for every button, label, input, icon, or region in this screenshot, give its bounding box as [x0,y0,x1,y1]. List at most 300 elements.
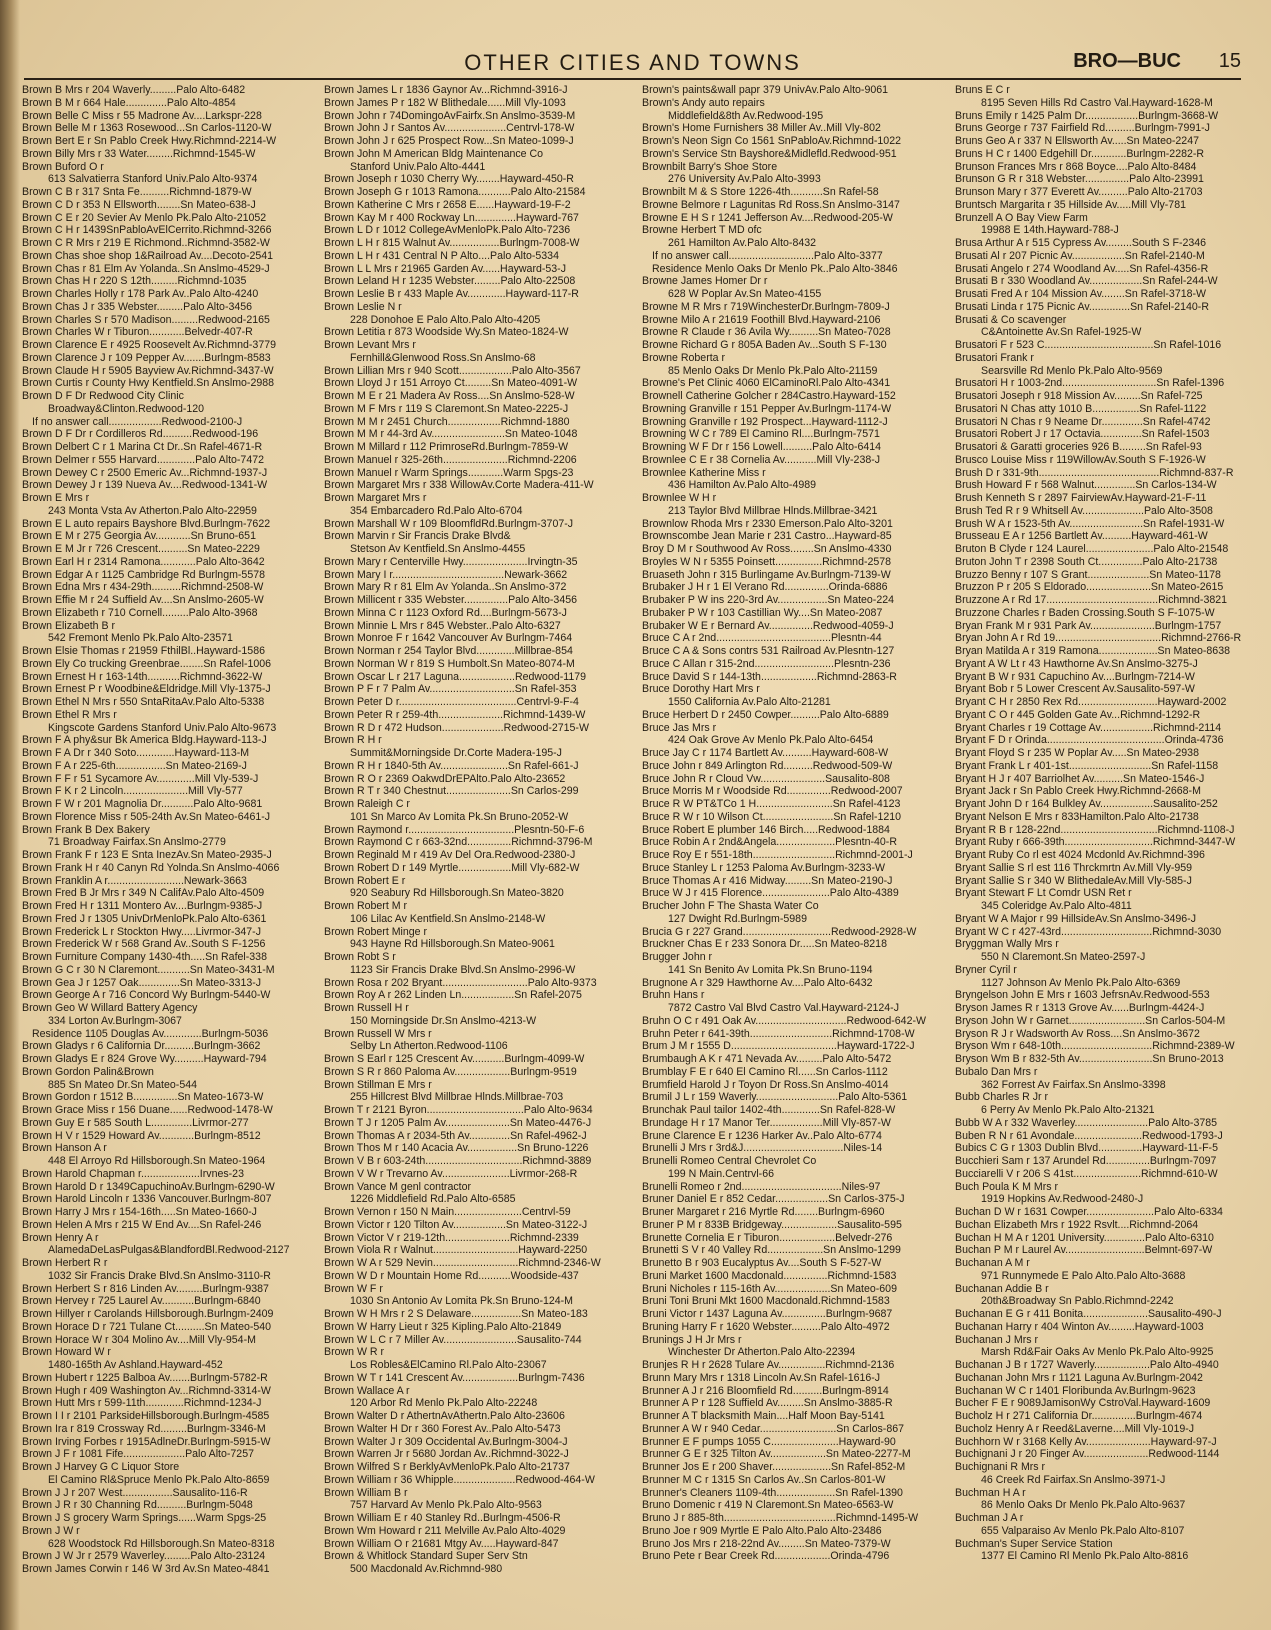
listing-line: Brown Hugh r 409 Washington Av...Richmnd-3314-W [22,1384,271,1397]
listing-line: Brown's Service Stn Bayshore&Midlefld.Redwood-951 [642,147,897,160]
listing-line: 885 Sn Mateo Dr.Sn Mateo-544 [48,1078,197,1091]
listing-line: Brusati Fred A r 104 Mission Av........Sn Rafel-3718-W [955,288,1207,300]
listing-line: 243 Monta Vsta Av Atherton.Palo Alto-22959 [48,504,257,517]
listing-line: 424 Oak Grove Av Menlo Pk.Palo Alto-6454 [668,734,874,747]
listing-line: Brown Chas shoe shop 1&Railroad Av....Decoto-2541 [22,249,274,262]
listing-line: Brunjes R H r 2628 Tulare Av................Richmnd-2136 [642,1359,895,1371]
listing-line: Brown Roy A r 262 Linden Ln..................Sn Rafel-2075 [324,989,582,1002]
listing-line: Bucholz Henry A r Reed&Laverne....Mill Vly-1019-J [955,1422,1195,1435]
listing-line: El Camino Rl&Spruce Menlo Pk.Palo Alto-8659 [48,1473,270,1486]
listing-line: Bubics C G r 1303 Dublin Blvd...............Hayward-11-F-5 [955,1142,1218,1155]
listing-line: Brown Reginald M r 419 Av Del Ora.Redwood-2380-J [324,849,576,861]
listing-line: Brown W Harry Lieut r 325 Kipling.Palo Alto-21849 [324,1320,562,1333]
listing-line: 120 Arbor Rd Menlo Pk.Palo Alto-22248 [350,1397,538,1410]
listing-line: Bruni Victor r 1437 Laguna Av...............Burlngm-9687 [642,1308,893,1320]
listing-line: Brown Charles S r 570 Madison.........Redwood-2165 [22,313,270,326]
listing-line: Brown John M American Bldg Maintenance Co [324,147,544,160]
listing-line: Brunelli Romeo r 2nd..................................Niles-97 [642,1180,881,1193]
listing-line: Brubaker W E r Bernard Av...............Redwood-4059-J [642,619,894,632]
listing-line: Brown James Corwin r 146 W 3rd Av.Sn Mateo-4841 [22,1563,270,1575]
listing-line: Browne Belmore r Lagunitas Rd Ross.Sn Anslmo-3147 [642,198,900,211]
listing-line: Bruce R W PT&TCo 1 H..........................Sn Rafel-4123 [642,798,901,810]
listing-line: Brown Henry A r [22,1231,99,1244]
column-1 [22,84,317,1576]
listing-line: Bryan Frank M r 931 Park Av......................Burlngm-1757 [955,619,1222,632]
listing-line: Bryant C H r 2850 Rex Rd...........................Hayward-2002 [955,696,1227,708]
listing-line: Brown Charles W r Tiburon............Belvedr-407-R [22,326,253,339]
listing-line: Browne M R Mrs r 719WinchesterDr.Burlngm-7809-J [642,300,890,313]
listing-line: Brown Mary r Centerville Hwy......................Irvingtn-35 [324,555,578,568]
listing-line: Bryant H J r 407 Barriolhet Av..........Sn Mateo-1546-J [955,772,1205,785]
listing-line: Brumil J L r 159 Waverly............................Palo Alto-5361 [642,1091,908,1104]
listing-line: Buchan D W r 1631 Cowper.......................Palo Alto-6334 [955,1206,1223,1218]
listing-line: Brown Gladys r 6 California Dr..........Burlngm-3662 [22,1040,261,1053]
listing-line: Bruce Thomas A r 416 Midway.........Sn Mateo-2190-J [642,874,893,887]
listing-line: Bryant Stewart F Lt Comdr USN Ret r [955,887,1132,900]
listing-line: Brown T J r 1205 Palm Av......................Sn Mateo-4476-J [324,1116,592,1129]
listing-line: 101 Sn Marco Av Lomita Pk.Sn Bruno-2052-W [350,810,569,823]
listing-line: Brunetto B r 903 Eucalyptus Av....South S F-527-W [642,1257,882,1269]
listing-line: Bruce Robin A r 2nd&Angela....................Plesntn-40-R [642,836,897,849]
listing-line: Bryant Jack r Sn Pablo Creek Hwy.Richmnd-2668-M [955,785,1201,798]
listing-line: Brown Margaret Mrs r [324,492,427,504]
listing-line: 106 Lilac Av Kentfield.Sn Anslmo-2148-W [350,912,546,925]
listing-line: Brusa Arthur A r 515 Cypress Av.........South S F-2346 [955,237,1207,249]
listing-line: Brown Delmer r 555 Harvard.............Palo Alto-7472 [22,453,264,466]
listing-line: Brown Gordon Palin&Brown [22,1065,154,1078]
listing-line: Brown Manuel r Warm Springs............Warm Spgs-23 [324,466,574,479]
listing-line: Broadway&Clinton.Redwood-120 [48,402,205,415]
listing-line: Bryson Wm B r 832-5th Av.........................Sn Bruno-2013 [955,1053,1224,1065]
listing-line: Brown William B r [324,1486,408,1499]
listing-line: Brunelli Romeo Central Chevrolet Co [642,1155,817,1167]
listing-line: Bruton B Clyde r 124 Laurel.......................Palo Alto-21548 [955,543,1229,555]
listing-line: Browne Herbert T MD ofc [642,224,762,237]
listing-line: Brownlee W H r [642,492,717,504]
listing-line: 354 Embarcadero Rd.Palo Alto-6704 [350,504,523,517]
listing-line: Bryant Sallie S r 340 W BlithedaleAv.Mill Vly-585-J [955,874,1192,887]
listing-line: Brunchak Paul tailor 1402-4th.............Sn Rafel-828-W [642,1104,896,1116]
listing-line: Brown Ely Co trucking Greenbrae........Sn Rafel-1006 [22,657,272,670]
listing-line: Brown F A r 225-6th.................Sn Mateo-2169-J [22,759,247,772]
listing-line: Brown Irving Forbes r 1915AdlneDr.Burlngm-5915-W [22,1435,271,1448]
listing-line: Brown M E r 21 Madera Av Ross....Sn Anslmo-528-W [324,390,575,402]
listing-line: Buchignani J r 20 Finger Av......................Redwood-1144 [955,1448,1220,1461]
name-range: BRO—BUC [1073,50,1181,72]
listing-line: Brown Wallace A r [324,1384,410,1397]
listing-line: Buchanan John Mrs r 1121 Laguna Av.Burlngm-2042 [955,1371,1203,1384]
listing-line: Brown E Mrs r [22,492,90,504]
listing-line: Bruni Market 1600 Macdonald...............Richmnd-1583 [642,1269,897,1282]
listing-line: Brown Raymond r....................................Plesntn-50-F-6 [324,823,585,836]
listing-line: Brown Howard W r [22,1346,111,1359]
listing-line: Bruce W J r 415 Florence.......................Palo Alto-4389 [642,887,899,900]
listing-line: 550 N Claremont.Sn Mateo-2597-J [981,951,1146,963]
listing-line: Brown Hanson A r [22,1142,107,1155]
column-4 [955,84,1250,1563]
listing-line: Brown Kay M r 400 Rockway Ln..............Hayward-767 [324,211,579,224]
listing-line: Bruce Stanley L r 1253 Paloma Av.Burlngm-3233-W [642,861,885,874]
listing-line: Brown J F r 1081 Fife.....................Palo Alto-7257 [22,1448,254,1461]
listing-line: Browning W C r 789 El Camino Rl....Burlngm-7571 [642,428,880,441]
listing-line: Brugnone A r 329 Hawthorne Av....Palo Alto-6432 [642,976,873,989]
listing-line: 436 Hamilton Av.Palo Alto-4989 [668,479,817,492]
listing-line: Brown Stillman E Mrs r [324,1078,432,1091]
listing-line: Brown Letitia r 873 Woodside Wy.Sn Mateo-1824-W [324,326,569,339]
listing-line: Bruce Jay C r 1174 Bartlett Av..........Hayward-608-W [642,747,889,759]
listing-line: Brown Dewey J r 139 Nueva Av....Redwood-1341-W [22,479,268,492]
listing-line: Browning Granville r 151 Pepper Av.Burlngm-1174-W [642,402,892,415]
listing-line: Brunner E F pumps 1055 C.......................Hayward-90 [642,1435,896,1448]
listing-line: Brown W R r [324,1346,385,1359]
listing-line: Buchman's Super Service Station [955,1537,1113,1550]
listing-line: 613 Salvatierra Stanford Univ.Palo Alto-9374 [48,173,258,186]
listing-line: Brusatori F r 523 C.....................................Sn Rafel-1016 [955,339,1222,351]
listing-line: Brown Herbert S r 816 Linden Av.........Burlngm-9387 [22,1282,269,1295]
listing-line: Fernhill&Glenwood Ross.Sn Anslmo-68 [350,351,536,364]
listing-line: Bryant F D r Orinda........................................Orinda-4736 [955,734,1224,747]
listing-line: Selby Ln Atherton.Redwood-1106 [350,1040,508,1053]
listing-line: Bryant Sallie S rl est 116 Thrckmrtn Av.Mill Vly-959 [955,861,1193,874]
listing-line: Brown J R r 30 Channing Rd..........Burlngm-5048 [22,1499,253,1512]
listing-line: Brown M Millard r 112 PrimroseRd.Burlngm-7859-W [324,441,569,453]
listing-line: Brown Thos M r 140 Acacia Av.................Sn Bruno-1226 [324,1142,589,1155]
listing-line: Brown Chas r 81 Elm Av Yolanda..Sn Anslmo-4529-J [22,262,270,275]
listing-line: 1377 El Camino Rl Menlo Pk.Palo Alto-8816 [981,1550,1189,1563]
listing-line: Bruhn Hans r [642,989,705,1002]
listing-line: Bryant Ruby r 666-39th..............................Richmnd-3447-W [955,836,1236,849]
listing-line: Brown Rosa r 202 Bryant.............................Palo Alto-9373 [324,976,597,989]
listing-line: Brown L D r 1012 CollegeAvMenloPk.Palo Alto-7236 [324,224,571,237]
listing-line: Brown I I r 2101 ParksideHillsborough.Burlngm-4585 [22,1410,270,1422]
listing-line: Brown T r 2121 Byron.................................Palo Alto-9634 [324,1104,593,1116]
listing-line: Bruckner Chas E r 233 Sonora Dr.....Sn Mateo-8218 [642,938,887,951]
listing-line: Brown Frank H r 40 Canyn Rd Yolnda.Sn Anslmo-4066 [22,861,280,874]
listing-line: Broy D M r Southwood Av Ross........Sn Anslmo-4330 [642,543,892,555]
listing-line: Winchester Dr Atherton.Palo Alto-22394 [668,1346,856,1359]
listing-line: Brown Wilfred S r BerklyAvMenloPk.Palo Alto-21737 [324,1461,570,1473]
listing-line: Brown Ira r 819 Crossway Rd.........Burlngm-3346-M [22,1422,266,1435]
listing-line: Brown S Earl r 125 Crescent Av...........Burlngm-4099-W [324,1053,585,1065]
listing-line: 71 Broadway Fairfax.Sn Anslmo-2779 [48,836,226,849]
listing-line: Brown Furniture Company 1430-4th.....Sn Rafel-338 [22,951,267,963]
listing-line: Residence Menlo Oaks Dr Menlo Pk..Palo Alto-3846 [652,262,898,275]
listing-line: Brown E M r 275 Georgia Av............Sn Bruno-651 [22,530,256,543]
listing-line: Brown Helen A Mrs r 215 W End Av....Sn Rafel-246 [22,1218,262,1231]
listing-line: Bruning Harry F r 1620 Webster..........Palo Alto-4972 [642,1320,890,1333]
listing-line: 1032 Sir Francis Drake Blvd.Sn Anslmo-3110-R [48,1269,271,1282]
listing-line: Brown's Andy auto repairs [642,96,765,109]
listing-line: Brown Vernon r 150 N Main.......................Centrvl-59 [324,1206,571,1218]
listing-line: C&Antoinette Av.Sn Rafel-1925-W [981,326,1142,339]
listing-line: Brumbaugh A K r 471 Nevada Av.........Palo Alto-5472 [642,1053,892,1065]
listing-line: Brown Leland H r 1235 Webster.........Palo Alto-22508 [324,275,576,288]
listing-line: Bruzzone A r Rd 17......................................Richmnd-3821 [955,594,1228,606]
listing-line: Brown John r 74DomingoAvFairfx.Sn Anslmo-3539-M [324,109,576,122]
listing-line: Brown C D r 353 N Ellsworth........Sn Mateo-638-J [22,198,256,211]
listing-line: Bruce John R r Cloud Vw......................Sausalito-808 [642,772,890,785]
listing-line: Browne Roberta r [642,351,726,364]
listing-line: 542 Fremont Menlo Pk.Palo Alto-23571 [48,632,233,645]
listing-line: Brunner A J r 216 Bloomfield Rd..........Burlngm-8914 [642,1384,889,1397]
listing-line: Bruni Nicholes r 115-16th Av...................Sn Mateo-609 [642,1282,897,1295]
listing-line: Brown E M Jr r 726 Crescent..........Sn Mateo-2229 [22,543,260,555]
listing-line: Bryant W A Major r 99 HillsideAv.Sn Anslmo-3496-J [955,912,1197,925]
listing-line: Brown J S grocery Warm Springs......Warm Spgs-25 [22,1512,267,1524]
listing-line: Brunson G R r 318 Webster...............Palo Alto-23991 [955,173,1204,186]
listing-line: 199 N Main.Centrvl-66 [668,1167,774,1180]
listing-line: Bryner Cyril r [955,963,1017,976]
listing-line: Brush D r 331-9th.........................................Richmnd-837-R [955,466,1234,479]
listing-line: Brown James L r 1836 Gaynor Av...Richmnd-3916-J [324,84,568,96]
listing-line: Brush Kenneth S r 2897 FairviewAv.Hayward-21-F-11 [955,492,1207,504]
listing-line: Brown Margaret Mrs r 338 WillowAv.Corte Madera-411-W [324,479,594,492]
listing-line: 8195 Seven Hills Rd Castro Val.Hayward-1628-M [981,96,1213,109]
listing-line: Brown William r 36 Whipple.....................Redwood-464-W [324,1473,595,1486]
listing-line: Brown Hubert r 1225 Balboa Av.......Burlngm-5782-R [22,1371,268,1384]
listing-line: Brown John J r Santos Av.....................Centrvl-178-W [324,122,575,135]
listing-line: Brown Harold Lincoln r 1336 Vancouver.Burlngm-807 [22,1193,272,1206]
listing-line: Bruzzone Charles r Baden Crossing.South S F-1075-W [955,606,1215,619]
listing-line: Brown W F r [324,1282,383,1295]
listing-line: Brumblay F E r 640 El Camino Rl......Sn Carlos-1112 [642,1065,888,1078]
listing-line: Brown J Harvey G C Liquor Store [22,1461,180,1473]
listing-line: Bruno Domenic r 419 N Claremont.Sn Mateo-6563-W [642,1499,894,1512]
listing-line: Brusati & Co scavenger [955,313,1067,326]
listing-line: Brown J J r 207 West.................Sausalito-116-R [22,1486,248,1499]
listing-line: Brown Leslie N r [324,300,402,313]
listing-line: Brucia G r 227 Grand..............................Redwood-2928-W [642,925,917,938]
listing-line: 19988 E 14th.Hayward-788-J [981,224,1119,237]
listing-line: Brown Oscar L r 217 Laguna...................Redwood-1179 [324,670,587,683]
listing-line: Bruno Joe r 909 Myrtle E Palo Alto.Palo Alto-23486 [642,1524,882,1537]
listing-line: Bryan John A r Rd 19....................................Richmnd-2766-R [955,632,1242,645]
listing-line: Brownbilt Barry's Shoe Store [642,160,778,173]
listing-line: Brown F A phy&sur Bk America Bldg.Hayward-113-J [22,734,267,747]
listing-line: Brown Billy Mrs r 33 Water.........Richmnd-1545-W [22,147,256,160]
listing-line: Brown Minnie L Mrs r 845 Webster..Palo Alto-6327 [324,619,561,632]
listing-line: Bryson Wm r 648-10th...............................Richmnd-2389-W [955,1040,1235,1053]
listing-line: Brown Franklin A r..........................Newark-3663 [22,874,247,887]
listing-line: Brown William E r 40 Stanley Rd..Burlngm-4506-R [324,1512,561,1524]
listing-line: Brown Fred B Jr Mrs r 349 N CalifAv.Palo Alto-4509 [22,887,265,900]
listing-line: Brown Gordon r 1512 B...............Sn Mateo-1673-W [22,1091,264,1104]
listing-line: Buchman H A r [955,1486,1026,1499]
listing-line: Brownscombe Jean Marie r 231 Castro...Hayward-85 [642,530,892,543]
listing-line: Bruner Margaret r 216 Myrtle Rd........Burlngm-6960 [642,1206,885,1218]
listing-line: Bryggman Wally Mrs r [955,938,1059,951]
listing-line: Broyles W N r 5355 Poinsett................Richmnd-2578 [642,555,892,568]
listing-line: Bruce R W r 10 Wilson Ct........................Sn Rafel-1210 [642,810,902,823]
listing-line: Brown M M r 44-3rd Av.........................Sn Mateo-1048 [324,428,578,441]
listing-line: 500 Macdonald Av.Richmnd-980 [350,1563,503,1575]
listing-line: Buchman J A r [955,1512,1024,1524]
listing-line: Bryant Nelson E Mrs r 833Hamilton.Palo Alto-21738 [955,810,1199,823]
listing-line: Brown Bert E r Sn Pablo Creek Hwy.Richmnd-2214-W [22,135,277,147]
listing-line: 334 Lorton Av.Burlngm-3067 [48,1014,182,1027]
listing-line: Browne Richard G r 805A Baden Av...South S F-130 [642,339,887,351]
page-number: 15 [1218,50,1241,72]
listing-line: Bruno Pete r Bear Creek Rd...................Orinda-4796 [642,1550,890,1563]
listing-line: Bryant Ruby Co rl est 4024 Mcdonld Av.Richmnd-396 [955,849,1205,861]
listing-line: Buchan P M r Laurel Av...........................Belmnt-697-W [955,1244,1213,1257]
listing-line: Brunson Frances Mrs r 868 Boyce....Palo Alto-8484 [955,160,1197,173]
listing-line: Brucher John F The Shasta Water Co [642,900,819,912]
listing-line: Brownbilt M & S Store 1226-4th...........Sn Rafel-58 [642,186,879,198]
listing-line: Brown V W r Trevarno Av.......................Livrmor-268-R [324,1167,578,1180]
listing-line: Brown Frederick W r 568 Grand Av..South S F-1256 [22,938,266,951]
listing-line: Brubaker J H r 1 El Verano Rd...............Orinda-6886 [642,581,888,594]
listing-line: Brown Frank B Dex Bakery [22,823,150,836]
listing-line: Brown D F Dr Redwood City Clinic [22,390,184,402]
listing-line: Brown Grace Miss r 156 Duane......Redwood-1478-W [22,1104,273,1116]
listing-line: Brown R D r 472 Hudson.....................Redwood-2715-W [324,721,589,734]
listing-line: Brunner A P r 128 Suffield Av.........Sn Anslmo-3885-R [642,1397,893,1410]
listing-line: Brown F A Dr r 340 Soto.............Hayward-113-M [22,747,250,759]
listing-line: Bruno J r 885-8th......................................Richmnd-1495-W [642,1512,919,1524]
listing-line: 46 Creek Rd Fairfax.Sn Anslmo-3971-J [981,1473,1166,1486]
listing-line: Brown Ethel N Mrs r 550 SntaRitaAv.Palo Alto-5338 [22,696,265,708]
listing-line: Brown L H r 815 Walnut Av.................Burlngm-7008-W [324,237,580,249]
listing-line: Brown W A r 529 Nevin.............................Richmnd-2346-W [324,1257,601,1269]
listing-line: Brown Ernest P r Woodbine&Eldridge.Mill Vly-1375-J [22,683,271,696]
listing-line: Searsville Rd Menlo Pk.Palo Alto-9569 [981,364,1163,377]
listing-line: Brown Hervey r 725 Laurel Av...........Burlngm-6840 [22,1295,261,1308]
listing-line: Brusco Louise Miss r 119WillowAv.South S F-1926-W [955,453,1206,466]
listing-line: Bruce David S r 144-13th...................Richmnd-2863-R [642,670,897,683]
listing-line: Bruns Emily r 1425 Palm Dr..................Burlngm-3668-W [955,109,1219,122]
listing-line: Brown F F r 51 Sycamore Av.............Mill Vly-539-J [22,772,259,785]
listing-line: Brown Elizabeth B r [22,619,116,632]
listing-line: Brown Walter D r AthertnAvAthertn.Palo Alto-23606 [324,1410,565,1422]
listing-line: Middlefield&8th Av.Redwood-195 [668,109,824,122]
listing-line: Brown Robert E r [324,874,406,887]
column-3 [642,84,937,1563]
listing-line: Bruton John T r 2398 South Ct...............Palo Alto-21738 [955,555,1218,568]
listing-line: Bryant Frank L r 401-1st............................Sn Rafel-1158 [955,759,1219,772]
listing-line: Brown Charles Holly r 178 Park Av..Palo Alto-4240 [22,288,259,300]
listing-line: Brown Victor V r 219-12th......................Richmnd-2339 [324,1231,579,1244]
listing-line: Brown F K r 2 Lincoln......................Mill Vly-577 [22,785,243,798]
listing-line: Bruhn Peter r 641-39th............................Richmnd-1708-W [642,1027,915,1040]
listing-line: Brown's Neon Sign Co 1561 SnPabloAv.Richmnd-1022 [642,135,901,147]
page-spine-shadow [0,0,20,1630]
listing-line: Brown Norman W r 819 S Humbolt.Sn Mateo-8074-M [324,657,575,670]
listing-line: Brown Geo W Willard Battery Agency [22,1002,198,1014]
listing-line: Brown Guy E r 585 South L..............Livrmor-277 [22,1116,249,1129]
listing-line: Browne R Claude r 36 Avila Wy..........Sn Mateo-7028 [642,326,891,339]
listing-line: Buchan H M A r 1201 University..............Palo Alto-6310 [955,1231,1214,1244]
listing-line: 628 Woodstock Rd Hillsborough.Sn Mateo-8318 [48,1537,275,1550]
listing-line: Bruns H C r 1400 Edgehill Dr............Burlngm-2282-R [955,147,1205,160]
listing-line: Brown Fred H r 1311 Montero Av....Burlngm-9385-J [22,900,263,912]
listing-line: Brusseau E A r 1256 Bartlett Av..........Hayward-461-W [955,530,1208,543]
listing-line: Summit&Morningside Dr.Corte Madera-195-J [350,747,562,759]
listing-line: If no answer call.............................Palo Alto-3377 [652,249,883,262]
listing-line: 276 University Av.Palo Alto-3993 [668,173,821,186]
listing-line: 1127 Johnson Av Menlo Pk.Palo Alto-6369 [981,976,1181,989]
listing-line: Bruce Morris M r Woodside Rd...............Redwood-2007 [642,785,903,798]
listing-line: Brunelli J Mrs r 3rd&J..................................Niles-14 [642,1142,883,1155]
listing-line: Bruhn O C r 491 Oak Av...............................Redwood-642-W [642,1014,926,1027]
listing-line: Browning W F Dr r 156 Lowell..........Palo Alto-6414 [642,441,882,453]
listing-line: Brown Viola R r Walnut.............................Hayward-2250 [324,1244,588,1257]
listing-line: Brown W H Mrs r 2 S Delaware.................Sn Mateo-183 [324,1308,588,1320]
listing-line: Brown F W r 201 Magnolia Dr...........Palo Alto-9681 [22,798,263,810]
listing-line: Los Robles&ElCamino Rl.Palo Alto-23067 [350,1359,547,1371]
listing-line: Kingscote Gardens Stanford Univ.Palo Alto-9673 [48,721,277,734]
listing-line: Brown Victor r 120 Tilton Av..................Sn Mateo-3122-J [324,1218,588,1231]
listing-line: Brown B M r 664 Hale..............Palo Alto-4854 [22,96,236,109]
listing-line: Browne E H S r 1241 Jefferson Av....Redwood-205-W [642,211,893,224]
listing-line: Brown Mary R r 81 Elm Av Yolanda..Sn Anslmo-372 [324,581,567,594]
listing-line: Brownlee C E r 38 Cornelia Av...........Mill Vly-238-J [642,453,881,466]
listing-line: Brown Delbert C r 1 Marina Ct Dr..Sn Rafel-4671-R [22,441,263,453]
listing-line: Buchignani R Mrs r [955,1461,1046,1473]
listing-line: 150 Morningside Dr.Sn Anslmo-4213-W [350,1014,537,1027]
listing-line: Brown Peter R r 259-4th......................Richmnd-1439-W [324,708,586,721]
listing-line: Bruns E C r [955,84,1010,96]
page-header [24,48,1241,80]
listing-line: Brown Robert M r [324,900,408,912]
listing-line: Buchanan Harry r 404 Winton Av.........Hayward-1003 [955,1320,1204,1333]
listing-line: 757 Harvard Av Menlo Pk.Palo Alto-9563 [350,1499,542,1512]
listing-line: Brown Earl H r 2314 Ramona............Palo Alto-3642 [22,555,265,568]
listing-line: Brown D F Dr r Cordilleros Rd..........Redwood-196 [22,428,259,441]
listing-line: Brown M M r 2451 Church..................Richmnd-1880 [324,415,570,428]
listing-line: Brown Thomas A r 2034-5th Av..............Sn Rafel-4962-J [324,1129,587,1142]
listing-line: Bryant Floyd S r 235 W Poplar Av.....Sn Mateo-2938 [955,747,1199,759]
listing-line: Brubaker P W r 103 Castillian Wy....Sn Mateo-2087 [642,606,883,619]
listing-line: Brown Hutt Mrs r 599-11th.............Richmnd-1234-J [22,1397,262,1410]
listing-line: Buchanan J Mrs r [955,1333,1039,1346]
listing-line: Brown George A r 716 Concord Wy Burlngm-5440-W [22,989,271,1002]
listing-line: Brown James P r 182 W Blithedale......Mill Vly-1093 [324,96,566,109]
listing-line: Bruno Jos Mrs r 218-22nd Av.........Sn Mateo-7379-W [642,1537,891,1550]
listing-line: Brugger John r [642,951,713,963]
listing-line: 1550 California Av.Palo Alto-21281 [668,696,831,708]
listing-line: Brown C R Mrs r 219 E Richmond..Richmnd-3582-W [22,237,270,249]
listing-line: Brush Howard F r 568 Walnut..............Sn Carlos-134-W [955,479,1217,492]
page-title: OTHER CITIES AND TOWNS [464,50,801,75]
listing-line: Bryson R J r Wadsworth Av Ross....Sn Anslmo-3672 [955,1027,1200,1040]
listing-line: Brownlow Rhoda Mrs r 2330 Emerson.Palo Alto-3201 [642,517,893,530]
listing-line: Bruce C A & Sons contrs 531 Railroad Av.Plesntn-127 [642,645,895,657]
listing-line: Bruner Daniel E r 852 Cedar..................Sn Carlos-375-J [642,1193,905,1206]
listing-line: Brownlee Katherine Miss r [642,466,766,479]
listing-line: Brownell Catherine Golcher r 284Castro.Hayward-152 [642,390,896,402]
listing-line: Bruce C Allan r 315-2nd...........................Plesntn-236 [642,657,891,670]
listing-line: Brown Claude H r 5905 Bayview Av.Richmnd-3437-W [22,364,274,377]
listing-line: Brown Manuel r 325-26th......................Richmnd-2206 [324,453,577,466]
listing-line: Brush W A r 1523-5th Av.........................Sn Rafel-1931-W [955,517,1225,530]
listing-line: Brown E L auto repairs Bayshore Blvd.Burlngm-7622 [22,517,271,530]
listing-line: Brown Chas J r 335 Webster.........Palo Alto-3456 [22,300,253,313]
listing-line: 6 Perry Av Menlo Pk.Palo Alto-21321 [981,1104,1155,1116]
listing-line: Bryson James R r 1313 Grove Av......Burlngm-4424-J [955,1002,1205,1014]
listing-line: Bruce John r 849 Arlington Rd..........Redwood-509-W [642,759,893,772]
listing-line: Brown Harold D r 1349CapuchinoAv.Burlngm-6290-W [22,1180,275,1193]
listing-line: If no answer call..................Redwood-2100-J [32,415,243,428]
listing-line: 85 Menlo Oaks Dr Menlo Pk.Palo Alto-21159 [668,364,878,377]
column-2 [324,84,619,1576]
listing-line: Brown Chas H r 220 S 12th.........Richmnd-1035 [22,275,247,288]
listing-line: Brown R O r 2369 OakwdDrEPAlto.Palo Alto-23652 [324,772,566,785]
listing-line: Brusati Al r 207 Picnic Av..................Sn Rafel-2140-M [955,249,1205,262]
listing-line: Brown Robert D r 149 Myrtle..................Mill Vly-682-W [324,861,580,874]
listing-line: Brown Hillyer r Carolands Hillsborough.Burlngm-2409 [22,1308,274,1320]
listing-line: Brown W L C r 7 Miller Av.........................Sausalito-744 [324,1333,582,1346]
